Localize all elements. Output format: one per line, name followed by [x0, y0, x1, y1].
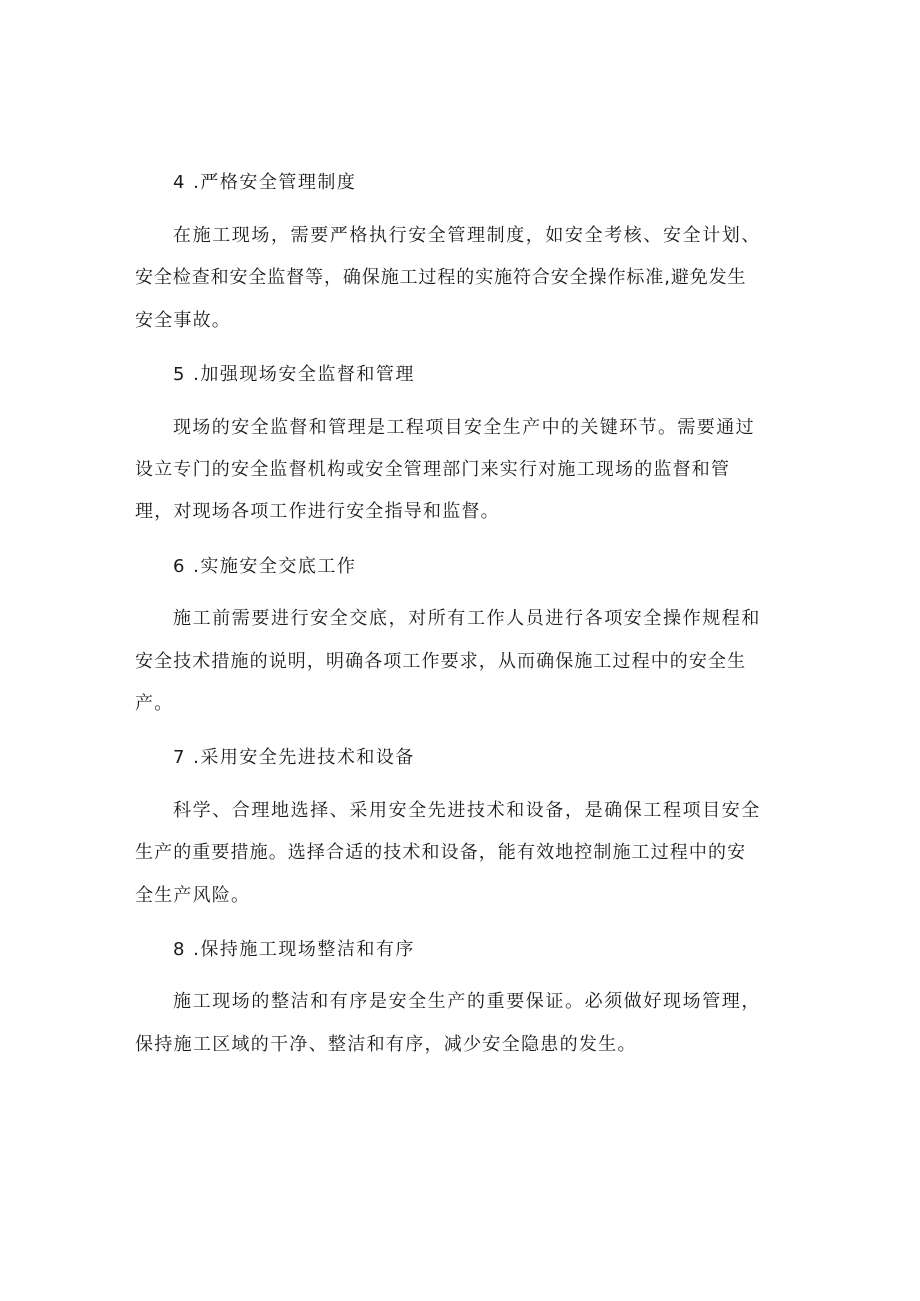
- paragraph-line: 全生产风险。: [135, 885, 251, 906]
- paragraph-line: 产。: [135, 693, 174, 714]
- section-heading-4: 4 .严格安全管理制度: [173, 172, 357, 193]
- paragraph-line: 保持施工区域的干净、整洁和有序，减少安全隐患的发生。: [135, 1034, 637, 1055]
- section-heading-8: 8 .保持施工现场整洁和有序: [173, 939, 415, 960]
- section-heading-7: 7 .采用安全先进技术和设备: [173, 747, 415, 768]
- paragraph-line: 现场的安全监督和管理是工程项目安全生产中的关键环节。需要通过: [173, 417, 755, 438]
- paragraph-line: 理，对现场各项工作进行安全指导和监督。: [135, 501, 500, 522]
- section-heading-5: 5 .加强现场安全监督和管理: [173, 364, 415, 385]
- paragraph-line: 生产的重要措施。选择合适的技术和设备，能有效地控制施工过程中的安: [135, 842, 747, 863]
- paragraph-line: 施工现场的整洁和有序是安全生产的重要保证。必须做好现场管理，: [173, 991, 761, 1012]
- paragraph-line: 安全事故。: [135, 310, 231, 331]
- paragraph-line: 施工前需要进行安全交底，对所有工作人员进行各项安全操作规程和: [173, 608, 761, 629]
- paragraph-line: 安全技术措施的说明，明确各项工作要求，从而确保施工过程中的安全生: [135, 651, 747, 672]
- paragraph-line: 安全检查和安全监督等，确保施工过程的实施符合安全操作标准,避免发生: [135, 267, 747, 288]
- paragraph-line: 设立专门的安全监督机构或安全管理部门来实行对施工现场的监督和管: [135, 459, 731, 480]
- paragraph-line: 在施工现场，需要严格执行安全管理制度，如安全考核、安全计划、: [173, 225, 761, 246]
- paragraph-line: 科学、合理地选择、采用安全先进技术和设备，是确保工程项目安全: [173, 800, 761, 821]
- section-heading-6: 6 .实施安全交底工作: [173, 556, 357, 577]
